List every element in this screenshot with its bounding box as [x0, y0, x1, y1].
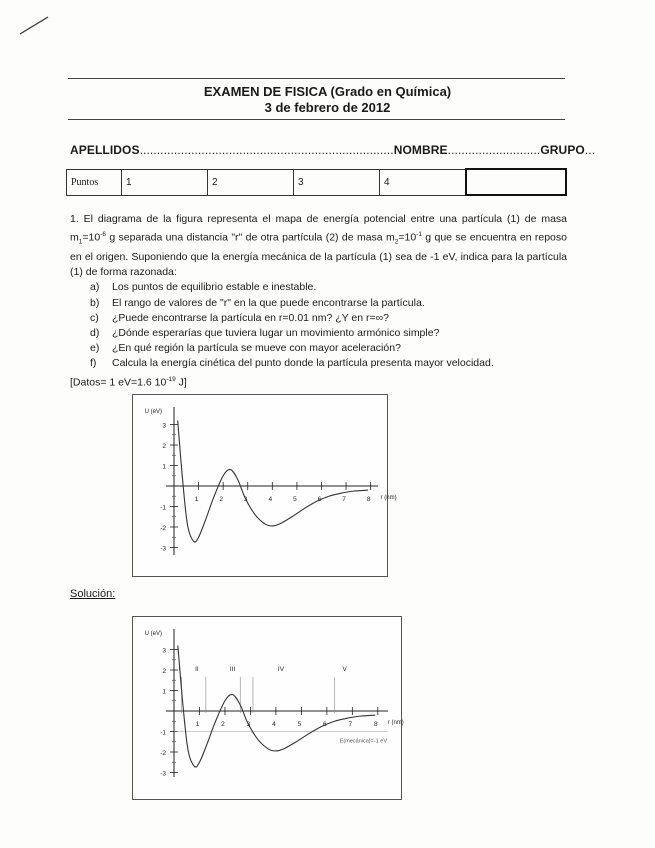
list-item: a) Los puntos de equilibrio estable e inestable.: [90, 281, 317, 294]
points-col-2: 2: [208, 169, 294, 195]
x-tick-label: 7: [348, 721, 353, 728]
region-label: III: [229, 666, 236, 673]
y-tick-label: -3: [160, 770, 166, 778]
x-tick-label: 1: [195, 721, 200, 728]
x-tick-label: 4: [268, 496, 273, 503]
exam-title: EXAMEN DE FISICA (Grado en Química): [203, 84, 452, 99]
region-label: I: [178, 666, 181, 673]
x-axis-label: r (nm): [387, 720, 404, 726]
x-tick-label: 5: [293, 496, 297, 503]
x-tick-label: 2: [221, 721, 225, 728]
list-item: c) ¿Puede encontrarse la partícula en r=0.01 nm? ¿Y en r=∞?: [90, 311, 389, 324]
grupo-field[interactable]: ...: [584, 143, 596, 157]
x-tick-label: 6: [323, 721, 327, 728]
potential-energy-chart: [133, 395, 397, 576]
potential-energy-plot: [132, 394, 397, 577]
x-tick-label: 3: [243, 496, 248, 503]
y-tick-label: 2: [162, 443, 166, 450]
points-table: [66, 168, 567, 196]
points-col-1: 1: [122, 169, 208, 195]
x-tick-label: 4: [272, 721, 276, 728]
potential-curve: [178, 645, 375, 767]
region-label: V: [342, 666, 347, 673]
y-tick-label: -1: [160, 504, 166, 512]
list-item: d) ¿Dónde esperarías que tuviera lugar un movimiento armónico simple?: [90, 327, 440, 340]
points-col-3: 3: [294, 169, 380, 195]
x-tick-label: 2: [219, 496, 223, 503]
question-block: [70, 212, 567, 390]
solution-label: Solución:: [70, 588, 116, 600]
y-tick-label: -3: [160, 545, 166, 553]
x-tick-label: 5: [297, 721, 302, 728]
student-id-line: [70, 143, 596, 157]
y-tick-label: 2: [162, 668, 166, 675]
x-tick-label: 7: [342, 496, 346, 503]
x-tick-label: 3: [246, 721, 251, 728]
y-tick-label: -2: [160, 525, 166, 532]
list-item: e) ¿En qué región la partícula se mueve con mayor aceleración?: [90, 342, 401, 355]
points-col-4: 4: [380, 169, 467, 195]
title-rule: [68, 119, 565, 120]
solution-plot: [132, 616, 402, 800]
exam-date: 3 de febrero de 2012: [264, 100, 391, 115]
y-tick-label: 1: [162, 463, 166, 471]
region-label: IV: [277, 666, 285, 673]
points-total-box[interactable]: [466, 169, 566, 195]
x-tick-label: 6: [317, 496, 322, 503]
region-label: II: [195, 666, 199, 673]
y-tick-label: 3: [162, 647, 166, 655]
data-note: [Datos= 1 eV=1.6 $10^{-19}$ J]: [70, 375, 187, 389]
apellidos-field[interactable]: ..........................................................................: [139, 143, 394, 157]
y-tick-label: -2: [160, 750, 166, 757]
question-statement: 1. El diagrama de la figura representa el mapa de energía potencial entre una partícula (1) de masa $m_1=10^{-6}$ g separada una distancia "r" de otra partícula (2) de masa $m_2=10^{-1}$ g que se encuentra en reposo en el origen. Suponiendo que la energía mecánica de la partícula (1) sea de -1 eV, indica para la partícula (1) de forma razonada:: [70, 213, 567, 279]
x-tick-label: 8: [373, 721, 378, 728]
energy-line-label: E(mecánica)=-1 eV: [339, 738, 387, 745]
nombre-label: NOMBRE: [393, 143, 448, 157]
pen-stroke-mark: [18, 14, 52, 36]
top-rule: [68, 78, 565, 79]
y-tick-label: 1: [162, 688, 166, 696]
nombre-field[interactable]: ...........................: [447, 143, 541, 157]
list-item: b) El rango de valores de "r" en la que puede encontrarse la partícula.: [90, 296, 425, 309]
question-items: [70, 280, 567, 371]
potential-curve: [178, 420, 368, 542]
y-axis-label: U (eV): [144, 631, 162, 637]
y-tick-label: 3: [162, 422, 166, 430]
solution-chart: [133, 617, 404, 799]
apellidos-label: APELLIDOS: [70, 143, 140, 157]
x-tick-label: 8: [366, 496, 371, 503]
x-tick-label: 1: [194, 496, 199, 503]
list-item: f) Calcula la energía cinética del punto donde la partícula presenta mayor velocidad.: [90, 357, 494, 370]
y-tick-label: -1: [160, 729, 166, 737]
y-axis-label: U (eV): [144, 409, 162, 415]
points-label: Puntos: [67, 169, 122, 195]
x-axis-label: r (nm): [380, 495, 397, 501]
grupo-label: GRUPO: [540, 143, 585, 157]
